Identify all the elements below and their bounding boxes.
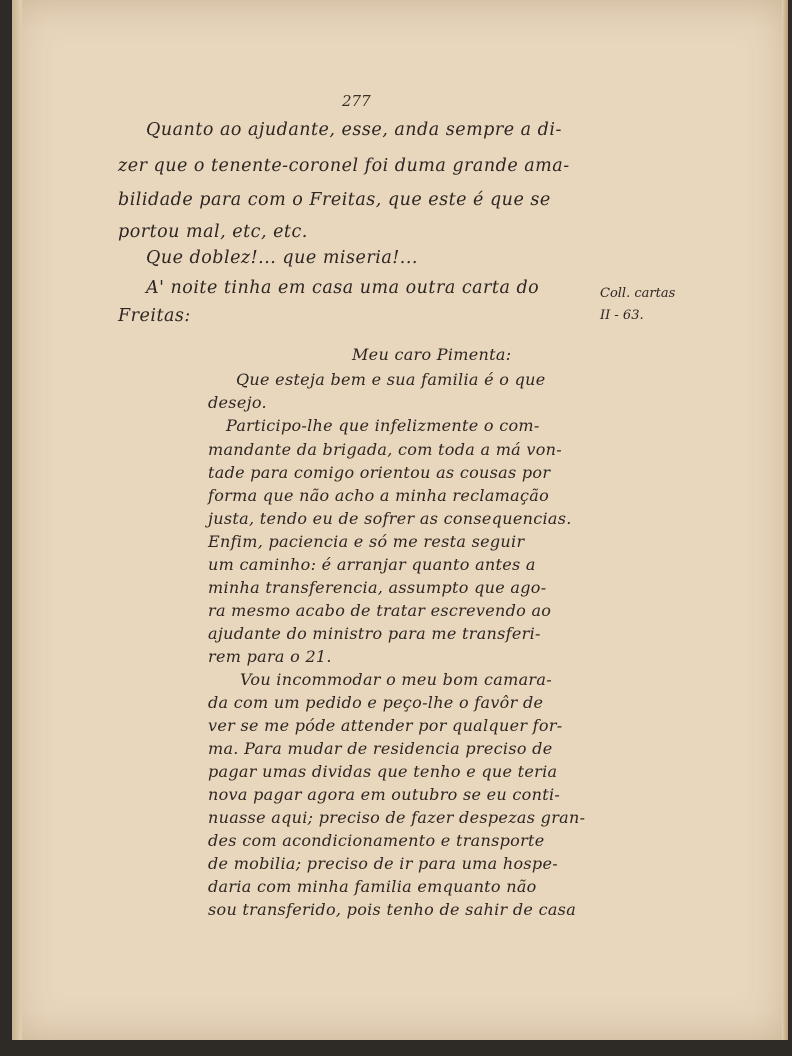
letter-line: des com acondicionamento e transporte: [208, 831, 545, 850]
letter-line: Enfim, paciencia e só me resta seguir: [208, 532, 525, 551]
letter-line: tade para comigo orientou as cousas por: [208, 463, 551, 482]
letter-line: rem para o 21.: [208, 647, 332, 666]
main-line: Que doblez!... que miseria!...: [146, 248, 418, 268]
letter-line: ra mesmo acabo de tratar escrevendo ao: [208, 601, 552, 620]
page-binding-edge: [12, 0, 22, 1040]
letter-line: ma. Para mudar de residencia preciso de: [208, 739, 553, 758]
letter-line: Participo-lhe que infelizmente o com-: [226, 416, 540, 435]
letter-line: minha transferencia, assumpto que ago-: [208, 578, 547, 597]
main-line: zer que o tenente-coronel foi duma grande ama-: [118, 156, 570, 176]
margin-note-line: II - 63.: [600, 308, 644, 323]
letter-line: sou transferido, pois tenho de sahir de casa: [208, 900, 577, 919]
letter-line: ajudante do ministro para me transferi-: [208, 624, 541, 643]
letter-line: Vou incommodar o meu bom camara-: [240, 670, 552, 689]
main-line: bilidade para com o Freitas, que este é que se: [118, 190, 551, 210]
letter-line: justa, tendo eu de sofrer as consequencias.: [208, 509, 572, 528]
letter-salutation: Meu caro Pimenta:: [352, 345, 512, 364]
letter-line: pagar umas dividas que tenho e que teria: [208, 762, 558, 781]
margin-note-line: Coll. cartas: [600, 286, 676, 301]
letter-line: desejo.: [208, 393, 267, 412]
page-number: 277: [342, 92, 371, 110]
letter-line: nuasse aqui; preciso de fazer despezas gran-: [208, 808, 586, 827]
main-line: portou mal, etc, etc.: [118, 222, 308, 242]
letter-line: Que esteja bem e sua familia é o que: [236, 370, 546, 389]
letter-line: de mobilia; preciso de ir para uma hospe-: [208, 854, 558, 873]
letter-line: um caminho: é arranjar quanto antes a: [208, 555, 536, 574]
margin-note: [600, 283, 675, 327]
page-right-edge: [782, 0, 788, 1040]
letter-line: daria com minha familia emquanto não: [208, 877, 537, 896]
letter-line: nova pagar agora em outubro se eu conti-: [208, 785, 561, 804]
letter-line: forma que não acho a minha reclamação: [208, 486, 550, 505]
letter-line: mandante da brigada, com toda a má von-: [208, 440, 562, 459]
letter-line: ver se me póde attender por qualquer for-: [208, 716, 563, 735]
main-line: A' noite tinha em casa uma outra carta do: [146, 278, 540, 298]
letter-line: da com um pedido e peço-lhe o favôr de: [208, 693, 544, 712]
main-line: Quanto ao ajudante, esse, anda sempre a di-: [146, 120, 562, 140]
manuscript-page: [12, 0, 788, 1040]
main-line: Freitas:: [118, 306, 191, 326]
